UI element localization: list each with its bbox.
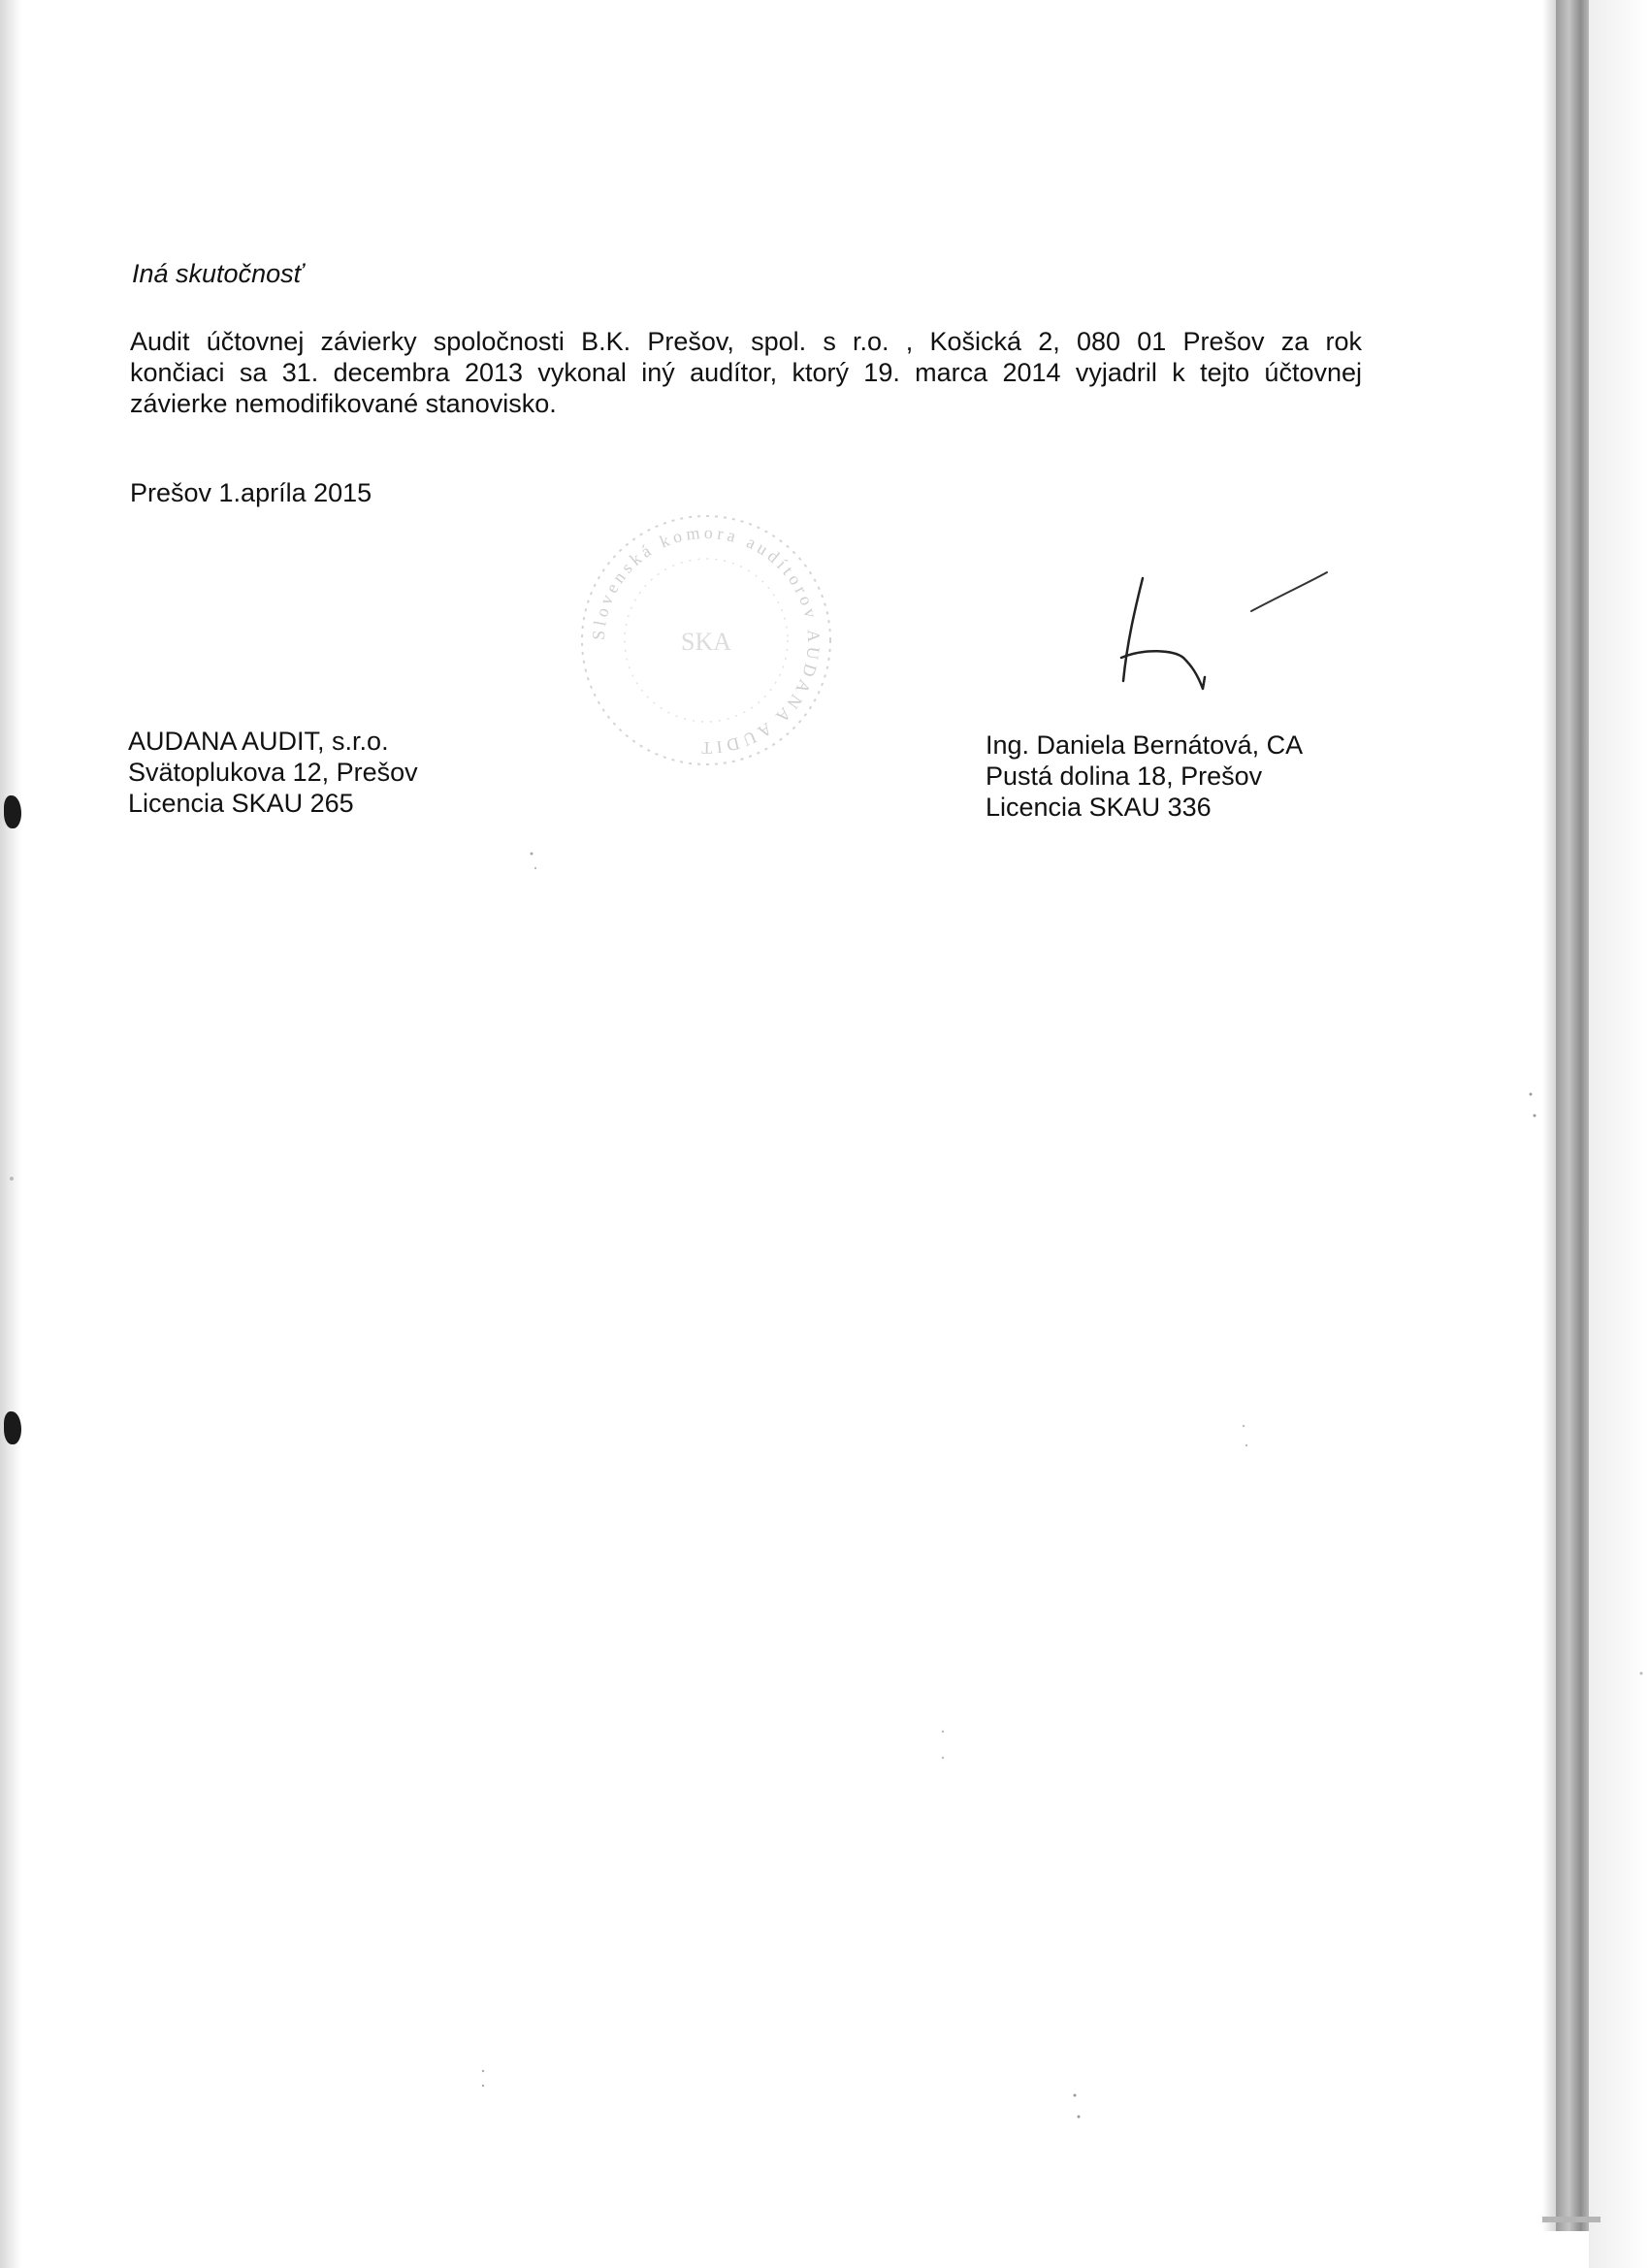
person-name: Ing. Daniela Bernátová, CA: [986, 730, 1304, 760]
scan-edge-outer: [1589, 0, 1649, 2268]
company-address: Svätoplukova 12, Prešov: [128, 758, 418, 787]
scan-edge-dark: [1556, 0, 1589, 2231]
scan-left-edge: [0, 0, 21, 2268]
place-date: Prešov 1.apríla 2015: [130, 478, 372, 507]
stamp-ring-text: Slovenská komora audítorov AUDANA AUDIT: [588, 522, 824, 759]
scan-right-edge: [1542, 0, 1649, 2268]
handwritten-signature: [1067, 553, 1358, 708]
paragraph-line: závierke nemodifikované stanovisko.: [130, 389, 557, 418]
paragraph-line: končiaci sa 31. decembra 2013 vykonal iný audítor, ktorý 19. marca 2014 vyjadril k tejto účtovnej: [130, 358, 1362, 387]
company-name: AUDANA AUDIT, s.r.o.: [128, 727, 389, 756]
person-address: Pustá dolina 18, Prešov: [986, 761, 1263, 791]
auditor-company-block: [128, 726, 418, 819]
person-license: Licencia SKAU 336: [986, 793, 1212, 822]
scan-punch-mark: [4, 1411, 21, 1444]
company-license: Licencia SKAU 265: [128, 789, 354, 818]
section-heading: Iná skutočnosť: [132, 259, 304, 288]
paragraph-line: Audit účtovnej závierky spoločnosti B.K. Prešov, spol. s r.o. , Košická 2, 080 01 Prešov za rok: [130, 327, 1362, 356]
stamp-center-text: SKA: [680, 628, 732, 656]
scan-edge-bottom: [1542, 2217, 1600, 2222]
round-stamp: [570, 504, 842, 776]
body-paragraph: [130, 326, 1362, 419]
auditor-person-block: [986, 729, 1303, 823]
scan-punch-mark: [4, 795, 21, 828]
scan-edge-shadow: [1542, 0, 1556, 2231]
